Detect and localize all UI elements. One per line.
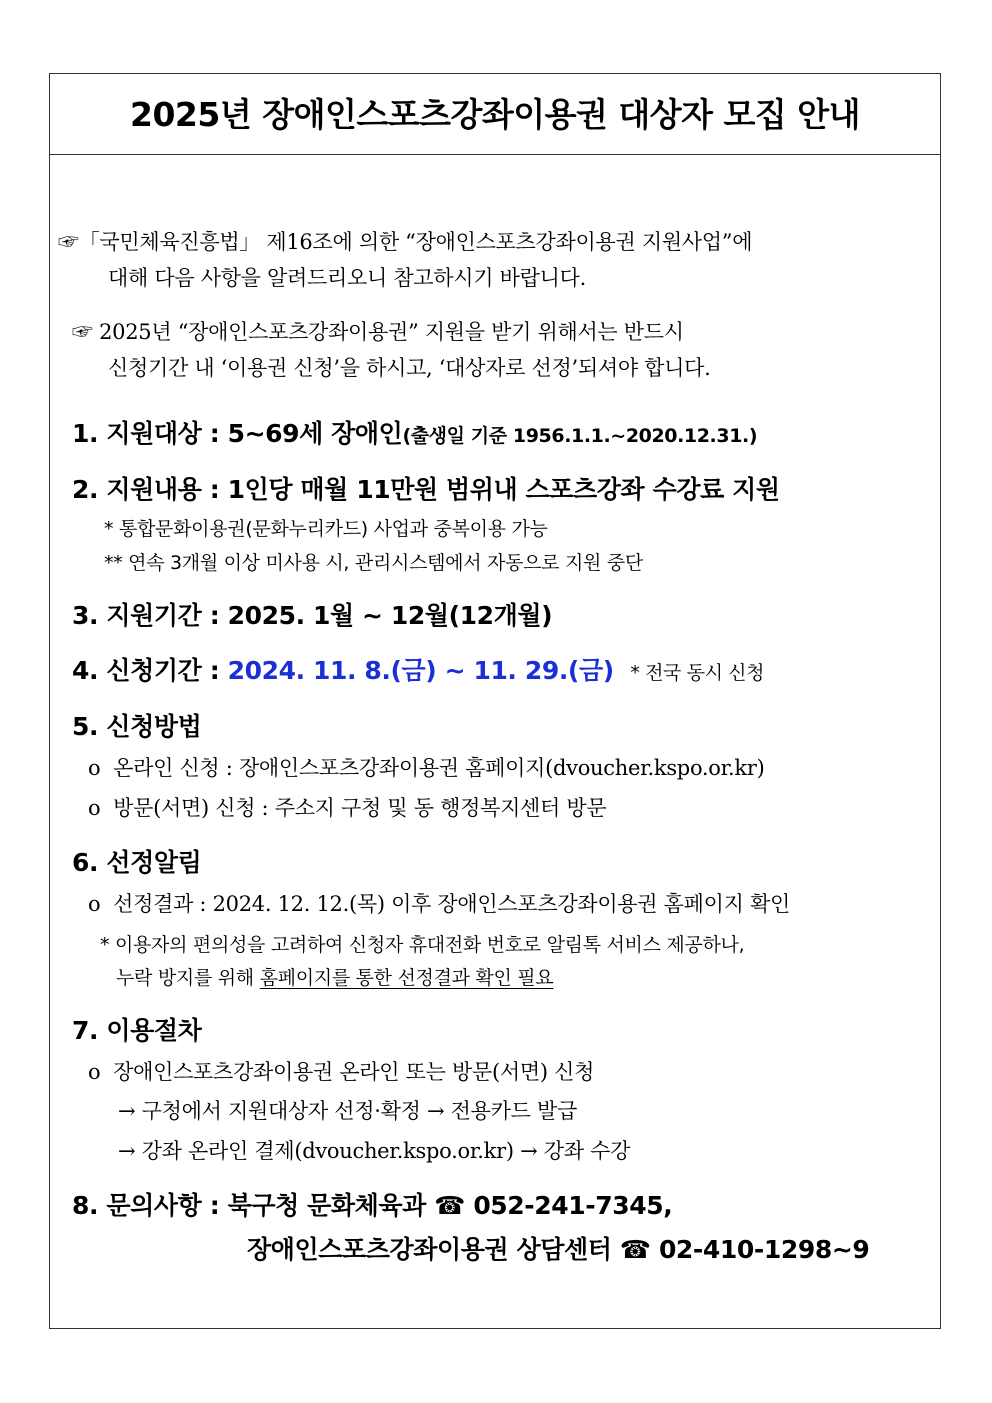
section-8-line-2 [247,1230,869,1266]
contact-2-name: 장애인스포츠강좌이용권 상담센터 [247,1235,612,1264]
intro-paragraph-1-line-2: 대해 다음 사항을 알려드리오니 참고하시기 바랍니다. [108,266,586,290]
section-6-item-1: o 선정결과 : 2024. 12. 12.(목) 이후 장애인스포츠강좌이용권 홈페이지 확인 [88,892,790,916]
section-7-item-1: o 장애인스포츠강좌이용권 온라인 또는 방문(서면) 신청 [88,1060,595,1084]
phone-icon: ☎ [619,1235,651,1264]
section-8-heading: 8. 문의사항 : 북구청 문화체육과 ☎ 052-241-7345, [72,1191,673,1220]
section-7-item-3: → 강좌 온라인 결제(dvoucher.kspo.or.kr) → 강좌 수강 [118,1139,631,1163]
application-period: 2024. 11. 8.(금) ~ 11. 29.(금) [227,656,614,685]
section-5-item-2: o 방문(서면) 신청 : 주소지 구청 및 동 행정복지센터 방문 [88,796,607,820]
bullet-icon: o [88,892,101,916]
bullet-icon: o [88,796,101,820]
bullet-icon: o [88,1060,101,1084]
section-5-heading: 5. 신청방법 [72,712,202,741]
section-1-detail: (출생일 기준 1956.1.1.~2020.12.31.) [402,425,758,447]
section-2-note-1: * 통합문화이용권(문화누리카드) 사업과 중복이용 가능 [104,518,548,540]
page-title: 2025년 장애인스포츠강좌이용권 대상자 모집 안내 [130,95,860,134]
intro-paragraph-2-line-2: 신청기간 내 ‘이용권 신청’을 하시고, ‘대상자로 선정’되셔야 합니다. [108,356,711,380]
section-4-note: * 전국 동시 신청 [630,662,765,684]
contact-1-name: 북구청 문화체육과 [227,1191,426,1220]
bullet-icon: o [88,756,101,780]
underlined-notice: 홈페이지를 통한 선정결과 확인 필요 [259,967,554,989]
contact-1-phone: 052-241-7345, [473,1191,673,1220]
section-6-note-line-2: 누락 방지를 위해 홈페이지를 통한 선정결과 확인 필요 [116,967,554,989]
title-box [50,74,940,155]
section-2-note-2: ** 연속 3개월 이상 미사용 시, 관리시스템에서 자동으로 지원 중단 [104,552,643,574]
intro-paragraph-1-line-1: ☞「국민체육진흥법」 제16조에 의한 “장애인스포츠강좌이용권 지원사업”에 [58,230,753,254]
intro-paragraph-2-line-1: ☞ 2025년 “장애인스포츠강좌이용권” 지원을 받기 위해서는 반드시 [72,320,684,344]
section-7-heading: 7. 이용절차 [72,1016,202,1045]
section-7-item-2: → 구청에서 지원대상자 선정·확정 → 전용카드 발급 [118,1099,577,1123]
phone-icon: ☎ [434,1191,465,1220]
pointing-hand-icon: ☞ [72,320,93,344]
section-2-heading: 2. 지원내용 : 1인당 매월 11만원 범위내 스포츠강좌 수강료 지원 [72,475,780,504]
section-4-heading: 4. 신청기간 : 2024. 11. 8.(금) ~ 11. 29.(금) * 전국 동시 신청 [72,656,765,685]
section-1-heading: 1. 지원대상 : 5~69세 장애인(출생일 기준 1956.1.1.~2020.12.31.) [72,419,758,448]
section-3-heading: 3. 지원기간 : 2025. 1월 ~ 12월(12개월) [72,601,553,630]
section-5-item-1: o 온라인 신청 : 장애인스포츠강좌이용권 홈페이지(dvoucher.kspo.or.kr) [88,756,765,780]
section-6-heading: 6. 선정알림 [72,848,202,877]
contact-2-phone: 02-410-1298~9 [658,1235,870,1264]
section-6-note-line-1: * 이용자의 편의성을 고려하여 신청자 휴대전화 번호로 알림톡 서비스 제공하나, [100,934,745,956]
pointing-hand-icon: ☞ [58,230,79,254]
